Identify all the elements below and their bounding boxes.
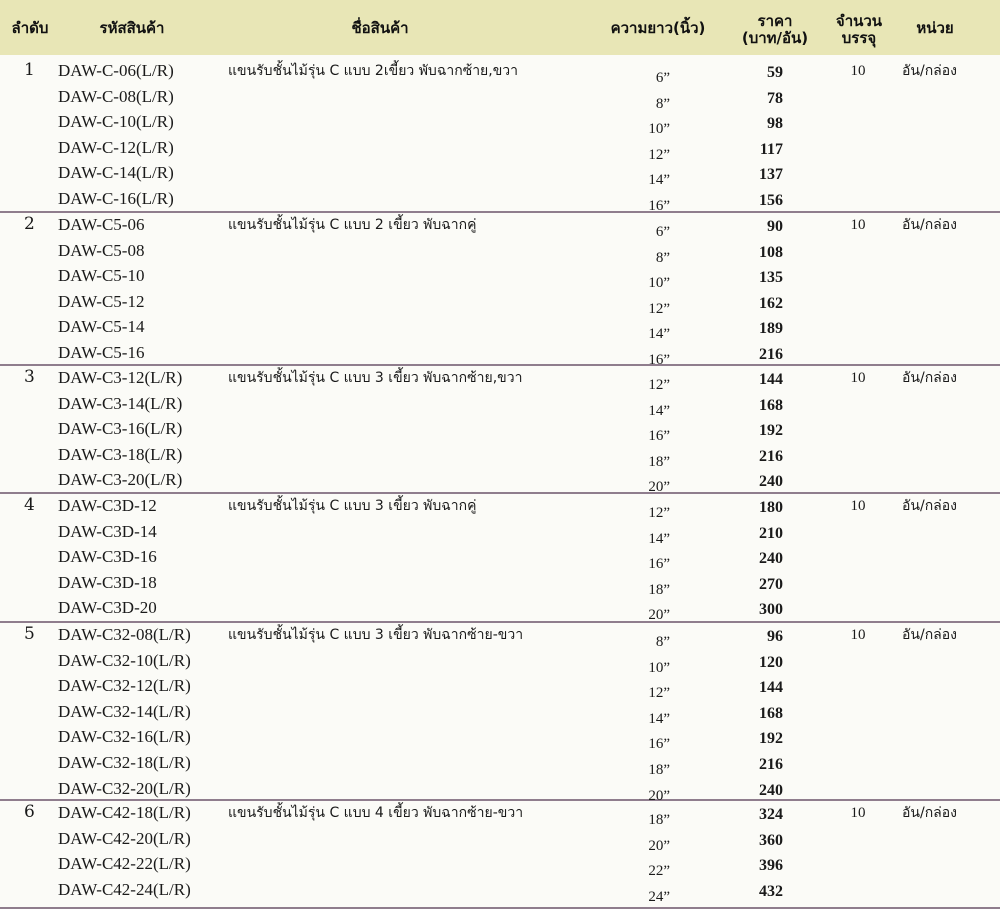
price: 120 xyxy=(759,653,783,671)
pack-quantity: 10 xyxy=(850,217,866,233)
header-unit: หน่วย xyxy=(916,19,954,37)
pack-quantity: 10 xyxy=(850,63,866,79)
pack-quantity: 10 xyxy=(850,805,866,821)
header-pack-line1: จำนวน xyxy=(835,12,883,30)
product-code: DAW-C5-16 xyxy=(58,343,145,362)
group-number: 1 xyxy=(24,60,35,80)
price: 135 xyxy=(759,269,783,287)
product-code: DAW-C42-20(L/R) xyxy=(58,828,191,848)
product-code: DAW-C-08(L/R) xyxy=(58,86,174,106)
product-code: DAW-C5-14 xyxy=(58,317,145,337)
price: 396 xyxy=(759,857,783,875)
length: 16” xyxy=(648,556,670,573)
product-code: DAW-C32-10(L/R) xyxy=(58,650,191,670)
product-code: DAW-C32-16(L/R) xyxy=(58,727,191,747)
product-code: DAW-C42-22(L/R) xyxy=(58,854,191,874)
product-code: DAW-C3D-12 xyxy=(58,496,157,515)
product-code: DAW-C3-12(L/R) xyxy=(58,368,183,387)
product-code: DAW-C5-08 xyxy=(58,240,145,260)
length: 12” xyxy=(648,505,670,521)
price: 216 xyxy=(759,346,783,363)
price: 162 xyxy=(759,294,783,312)
product-name: แขนรับชั้นไม้รุ่น C แบบ 2เขี้ยว พับฉากซ้าย,ขวา xyxy=(228,63,519,79)
product-code: DAW-C3D-14 xyxy=(58,521,157,541)
length: 20” xyxy=(648,479,670,496)
unit: อัน/กล่อง xyxy=(902,498,957,514)
price: 240 xyxy=(759,550,783,568)
product-code: DAW-C5-10 xyxy=(58,266,145,286)
price: 59 xyxy=(767,64,783,81)
product-name: แขนรับชั้นไม้รุ่น C แบบ 4 เขี้ยว พับฉากซ้าย-ขวา xyxy=(228,805,524,821)
product-code: DAW-C-14(L/R) xyxy=(58,163,174,183)
group-number: 6 xyxy=(24,802,35,822)
length: 14” xyxy=(648,172,670,189)
price: 156 xyxy=(759,192,783,209)
price: 98 xyxy=(767,115,783,133)
header-pack-line2: บรรจุ xyxy=(841,29,877,47)
product-code: DAW-C-10(L/R) xyxy=(58,112,174,132)
length: 18” xyxy=(648,453,670,470)
price: 96 xyxy=(767,628,783,645)
price: 144 xyxy=(759,371,783,388)
price: 210 xyxy=(759,524,783,542)
product-code: DAW-C3-20(L/R) xyxy=(58,470,183,490)
price: 78 xyxy=(767,89,783,107)
product-group xyxy=(0,492,1000,623)
group-number: 3 xyxy=(24,367,35,387)
unit: อัน/กล่อง xyxy=(902,63,957,79)
length: 16” xyxy=(648,198,670,214)
length: 16” xyxy=(648,428,670,445)
product-code: DAW-C3D-20 xyxy=(58,598,157,618)
product-code: DAW-C3-14(L/R) xyxy=(58,393,183,413)
price: 216 xyxy=(759,756,783,773)
length: 14” xyxy=(648,326,670,343)
price: 108 xyxy=(759,243,783,261)
length: 8” xyxy=(655,95,670,112)
pack-quantity: 10 xyxy=(850,498,866,514)
header-pack xyxy=(828,13,890,47)
product-name: แขนรับชั้นไม้รุ่น C แบบ 2 เขี้ยว พับฉากคู่ xyxy=(228,217,477,233)
product-code: DAW-C42-18(L/R) xyxy=(58,803,191,822)
length: 12” xyxy=(648,377,670,393)
length: 10” xyxy=(648,659,670,676)
product-code: DAW-C3D-16 xyxy=(58,547,157,567)
length: 10” xyxy=(648,121,670,138)
group-number: 2 xyxy=(24,214,35,234)
price: 180 xyxy=(759,499,783,516)
header-price-line1: ราคา xyxy=(757,12,793,30)
length: 14” xyxy=(648,710,670,727)
length: 20” xyxy=(648,607,670,624)
product-code: DAW-C3-18(L/R) xyxy=(58,444,183,464)
product-code: DAW-C-06(L/R) xyxy=(58,61,174,80)
price: 137 xyxy=(759,166,783,184)
length: 8” xyxy=(655,249,670,266)
unit: อัน/กล่อง xyxy=(902,805,957,821)
length: 10” xyxy=(648,275,670,292)
price: 168 xyxy=(759,704,783,722)
length: 6” xyxy=(655,224,670,240)
pack-quantity: 10 xyxy=(850,627,866,643)
product-code: DAW-C3-16(L/R) xyxy=(58,419,183,439)
product-code: DAW-C5-12 xyxy=(58,291,145,311)
length: 18” xyxy=(648,581,670,598)
product-code: DAW-C32-12(L/R) xyxy=(58,676,191,696)
header-price xyxy=(730,13,820,47)
header-name: ชื่อสินค้า xyxy=(351,19,409,37)
length: 16” xyxy=(648,352,670,368)
product-group xyxy=(0,57,1000,213)
length: 22” xyxy=(648,863,670,880)
header-length: ความยาว(นิ้ว) xyxy=(610,19,706,37)
length: 20” xyxy=(648,787,670,804)
header-code: รหัสสินค้า xyxy=(99,19,165,37)
unit: อัน/กล่อง xyxy=(902,370,957,386)
length: 18” xyxy=(648,812,670,828)
product-name: แขนรับชั้นไม้รุ่น C แบบ 3 เขี้ยว พับฉากซ้าย,ขวา xyxy=(228,370,523,386)
unit: อัน/กล่อง xyxy=(902,627,957,643)
header-no: ลำดับ xyxy=(11,19,49,37)
price: 270 xyxy=(759,575,783,593)
product-code: DAW-C-16(L/R) xyxy=(58,189,174,208)
price: 360 xyxy=(759,831,783,849)
product-code: DAW-C32-14(L/R) xyxy=(58,701,191,721)
group-number: 4 xyxy=(24,495,35,515)
table-header xyxy=(0,0,1000,55)
price: 192 xyxy=(759,730,783,748)
product-code: DAW-C42-24(L/R) xyxy=(58,879,191,899)
price: 90 xyxy=(767,218,783,235)
product-name: แขนรับชั้นไม้รุ่น C แบบ 3 เขี้ยว พับฉากคู่ xyxy=(228,498,477,514)
price: 117 xyxy=(759,140,783,158)
length: 8” xyxy=(655,634,670,650)
product-group xyxy=(0,364,1000,494)
product-code: DAW-C32-20(L/R) xyxy=(58,778,191,798)
length: 12” xyxy=(648,300,670,317)
price: 189 xyxy=(759,320,783,338)
length: 12” xyxy=(648,146,670,163)
product-name: แขนรับชั้นไม้รุ่น C แบบ 3 เขี้ยว พับฉากซ้าย-ขวา xyxy=(228,627,524,643)
header-price-line2: (บาท/อัน) xyxy=(741,29,809,47)
length: 18” xyxy=(648,762,670,778)
length: 14” xyxy=(648,530,670,547)
pack-quantity: 10 xyxy=(850,370,866,386)
price: 324 xyxy=(759,806,783,823)
length: 12” xyxy=(648,685,670,702)
product-group xyxy=(0,621,1000,804)
price: 432 xyxy=(759,882,783,900)
price: 240 xyxy=(759,473,783,491)
unit: อัน/กล่อง xyxy=(902,217,957,233)
length: 6” xyxy=(655,70,670,86)
length: 20” xyxy=(648,837,670,854)
product-code: DAW-C32-08(L/R) xyxy=(58,625,191,644)
product-code: DAW-C5-06 xyxy=(58,215,145,234)
price: 192 xyxy=(759,422,783,440)
group-number: 5 xyxy=(24,624,35,644)
price: 144 xyxy=(759,679,783,697)
length: 16” xyxy=(648,736,670,753)
product-code: DAW-C32-18(L/R) xyxy=(58,753,191,772)
price: 240 xyxy=(759,781,783,799)
price: 216 xyxy=(759,447,783,465)
product-group xyxy=(0,799,1000,909)
length: 14” xyxy=(648,402,670,419)
length: 24” xyxy=(648,888,670,905)
product-code: DAW-C-12(L/R) xyxy=(58,137,174,157)
product-group xyxy=(0,211,1000,366)
product-code: DAW-C3D-18 xyxy=(58,572,157,592)
price: 168 xyxy=(759,396,783,414)
price: 300 xyxy=(759,601,783,619)
